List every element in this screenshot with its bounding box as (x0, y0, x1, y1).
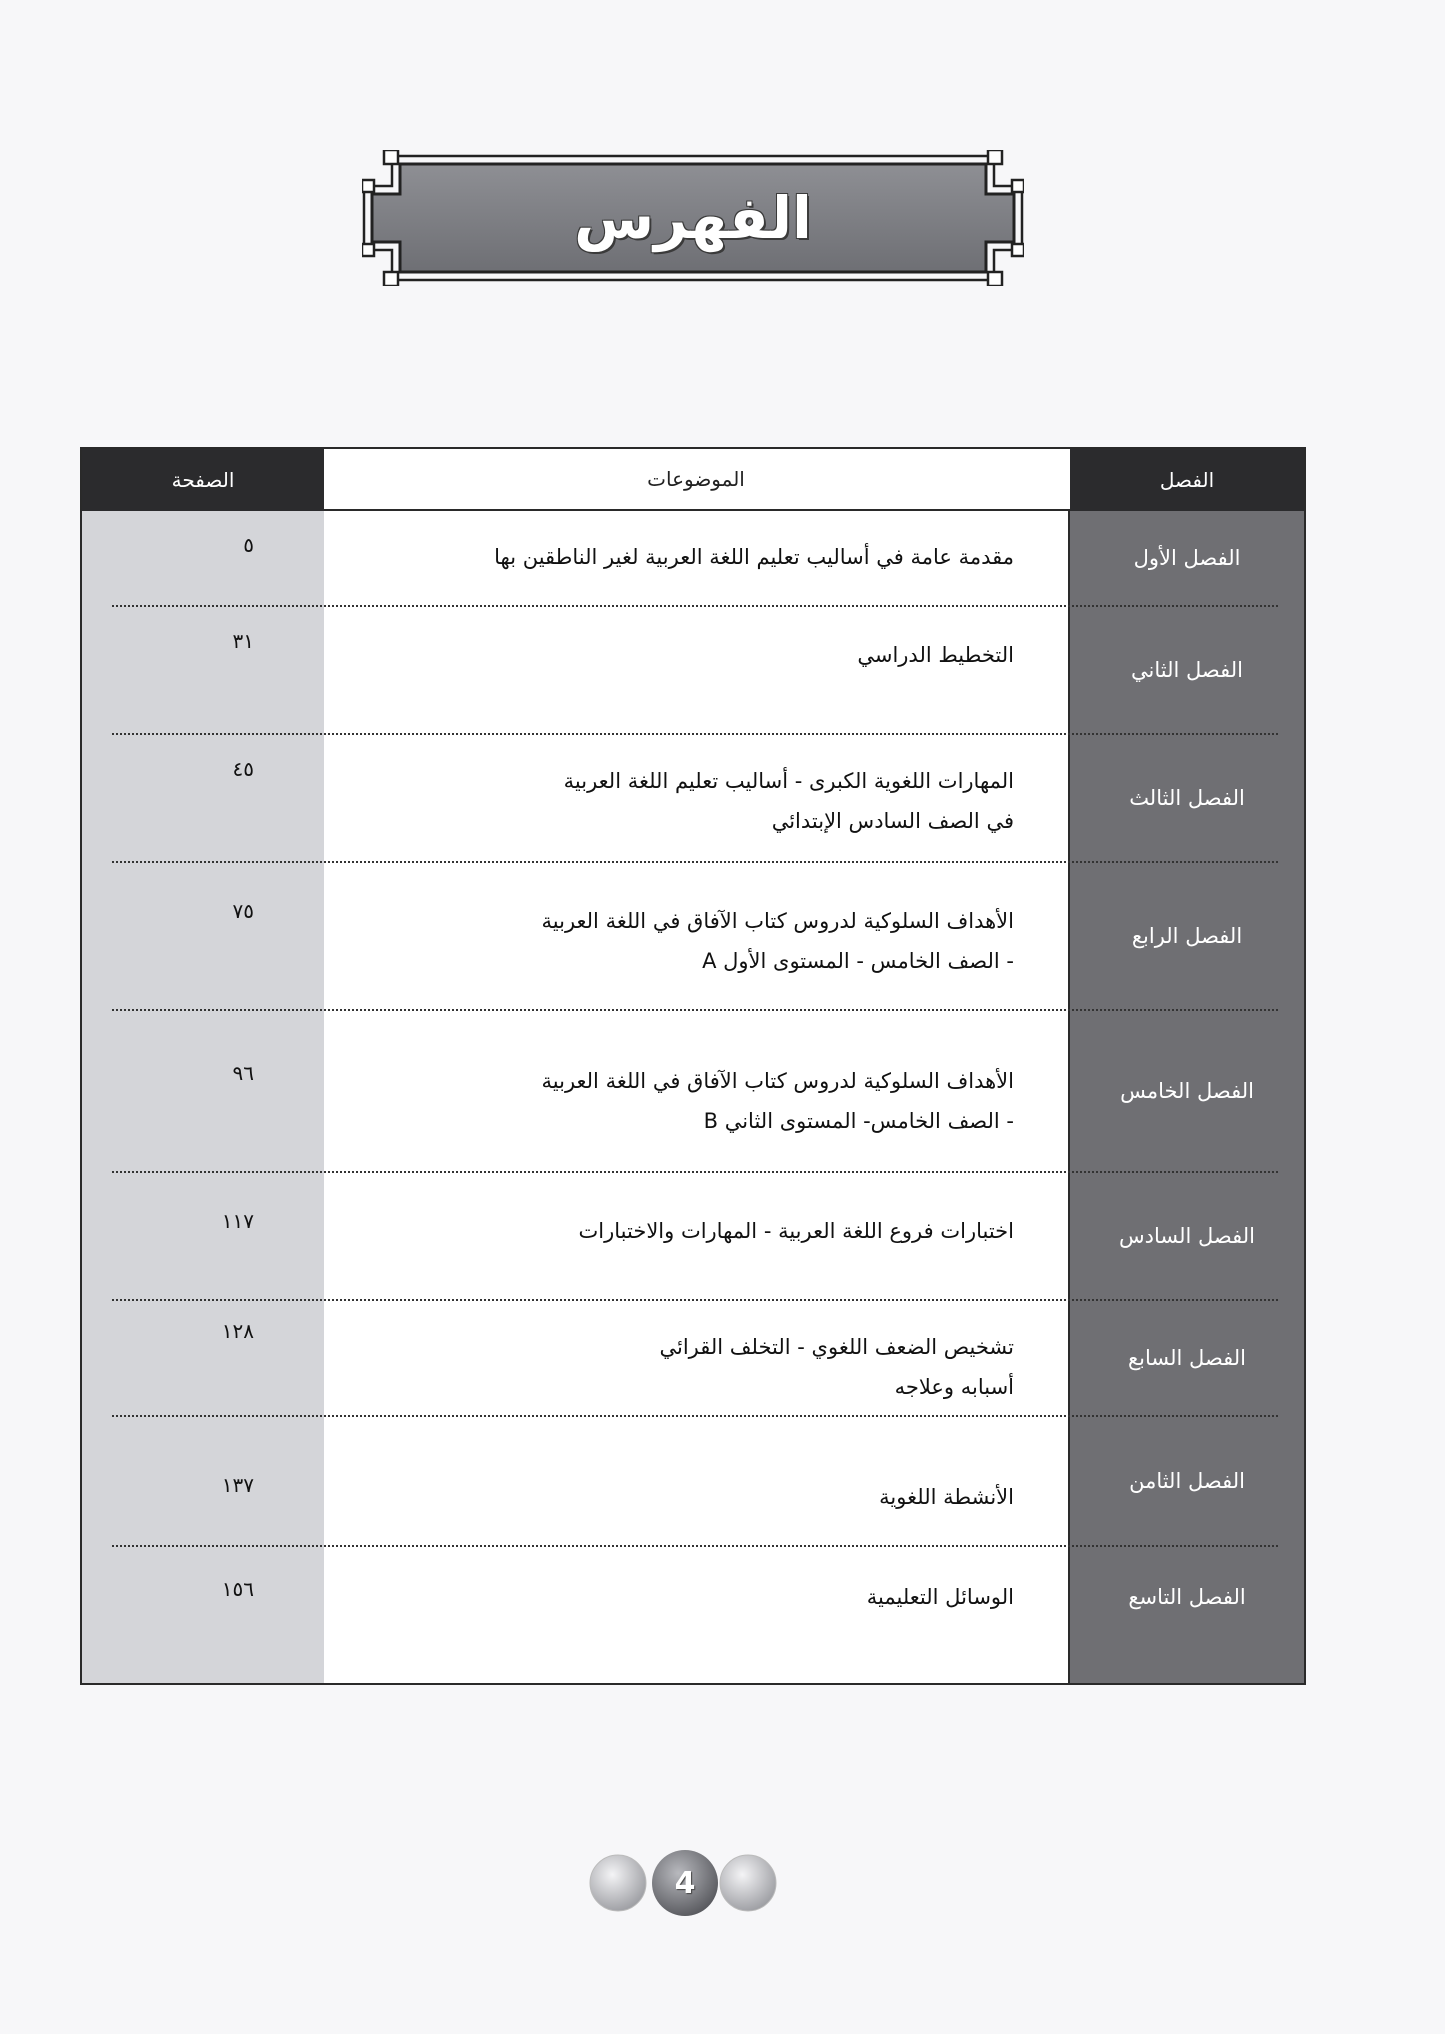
chapter-label: الفصل الأول (1133, 546, 1241, 570)
page-number-badge (588, 1850, 778, 1916)
page-number-label: 4 (674, 1865, 696, 1901)
chapter-label: الفصل الثاني (1131, 658, 1243, 682)
page-number: ١١٧ (221, 1209, 254, 1233)
page-number: ١٥٦ (221, 1577, 254, 1601)
toc-row (82, 1301, 1304, 1415)
toc-row (82, 607, 1304, 733)
header-topics: الموضوعات (322, 449, 1070, 511)
chapter-label: الفصل الرابع (1131, 924, 1243, 948)
page-number: ٤٥ (232, 757, 254, 781)
toc-row (82, 1417, 1304, 1545)
title-banner (362, 150, 1024, 286)
toc-table (80, 447, 1306, 1685)
page-title: الفهرس (574, 184, 812, 252)
toc-row (82, 1547, 1304, 1685)
chapter-label: الفصل الثالث (1129, 786, 1245, 810)
page-number: ٩٦ (232, 1061, 254, 1085)
toc-row (82, 863, 1304, 1009)
toc-row (82, 735, 1304, 861)
page-number: ٣١ (232, 629, 254, 653)
header-chapter: الفصل (1070, 449, 1304, 511)
chapter-label: الفصل التاسع (1128, 1585, 1246, 1609)
toc-row (82, 1173, 1304, 1299)
topic-text: التخطيط الدراسي (857, 643, 1014, 667)
chapter-label: الفصل الثامن (1129, 1469, 1245, 1493)
topic-text: الوسائل التعليمية (866, 1585, 1014, 1609)
toc-row (82, 1011, 1304, 1171)
topic-text: مقدمة عامة في أساليب تعليم اللغة العربية لغير الناطقين بها (494, 545, 1014, 569)
page-number: ٥ (243, 533, 254, 557)
topic-text: الأهداف السلوكية لدروس كتاب الآفاق في اللغة العربية - الصف الخامس - المستوى الأول A (541, 909, 1014, 973)
header-page: الصفحة (82, 449, 324, 511)
page-number: ١٢٨ (221, 1319, 254, 1343)
chapter-label: الفصل الخامس (1120, 1079, 1254, 1103)
page-number: ٧٥ (232, 899, 254, 923)
topic-text: المهارات اللغوية الكبرى - أساليب تعليم اللغة العربية في الصف السادس الإبتدائي (563, 769, 1014, 833)
chapter-label: الفصل السابع (1127, 1346, 1247, 1370)
topic-text: تشخيص الضعف اللغوي - التخلف القرائي أسبابه وعلاجه (659, 1335, 1014, 1399)
topic-text: الأهداف السلوكية لدروس كتاب الآفاق في اللغة العربية - الصف الخامس- المستوى الثاني B (541, 1069, 1014, 1133)
page-number: ١٣٧ (221, 1473, 254, 1497)
chapter-label: الفصل السادس (1119, 1224, 1255, 1248)
topic-text: اختبارات فروع اللغة العربية - المهارات والاختبارات (578, 1219, 1014, 1243)
topic-text: الأنشطة اللغوية (879, 1485, 1014, 1509)
toc-row (82, 511, 1304, 605)
